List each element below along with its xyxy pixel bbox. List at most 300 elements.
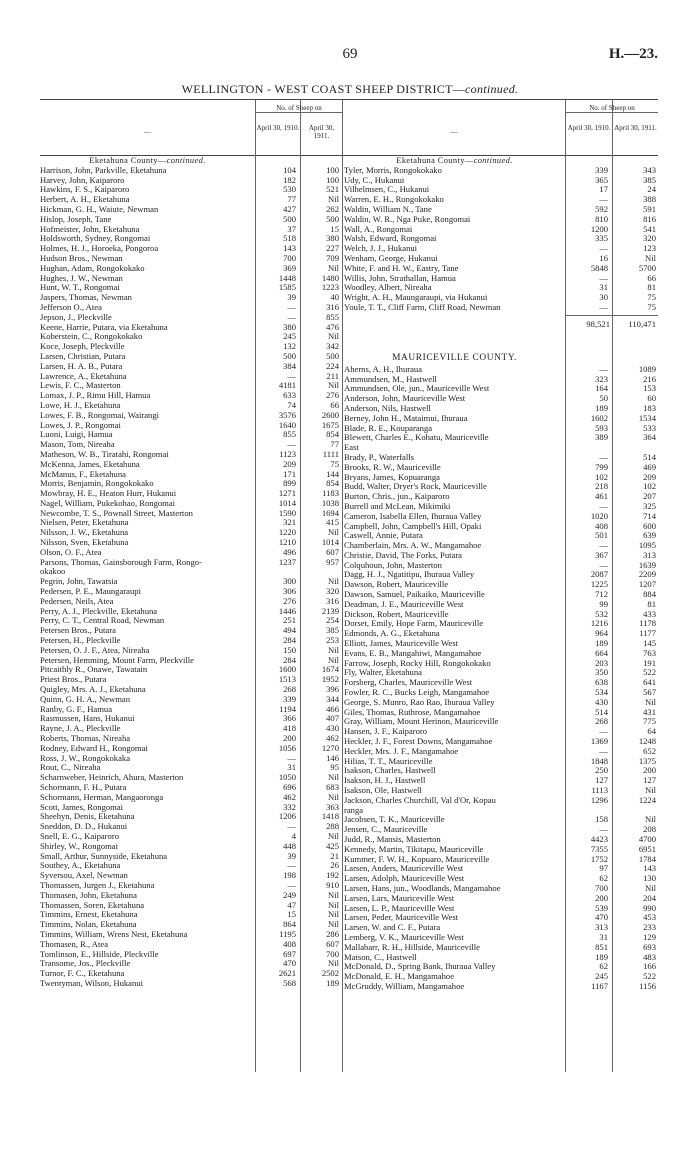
holder-name: Ammundsen, M., Hastwell (344, 374, 437, 384)
holder-name: Larsen, Peder, Mauriceville West (344, 913, 459, 923)
sheep-count-1911: 453 (643, 912, 656, 923)
table-row (344, 747, 658, 757)
table-row (344, 453, 658, 463)
holder-name: Berney, John H., Mataimui, Ihuraua (344, 413, 468, 423)
sheep-count-1910: 1216 (590, 618, 608, 629)
sheep-count-1910: 39 (287, 292, 296, 303)
sheep-count-1911: 855 (326, 311, 339, 322)
holder-name: Larsen, Adolph, Mauriceville West (344, 874, 465, 884)
table-row (344, 234, 658, 244)
sheep-count-1911: 910 (326, 879, 339, 890)
sheep-count-1911: 483 (643, 951, 656, 962)
sheep-count-1910: 250 (595, 765, 608, 776)
sheep-count-1911: 313 (643, 549, 656, 560)
table-row (344, 502, 658, 512)
sheep-count-1911: 64 (647, 726, 656, 737)
sheep-count-1911: 567 (643, 687, 656, 698)
sheep-count-1911: Nil (645, 882, 656, 893)
sheep-count-1911: 854 (326, 478, 339, 489)
holder-name: Matson, C., Hastwell (344, 952, 417, 962)
table-row (344, 766, 658, 776)
sheep-count-1910: — (599, 194, 608, 205)
sheep-count-1910: 366 (283, 713, 296, 724)
sheep-count-1911: 541 (643, 223, 656, 234)
sheep-count-1910: 855 (283, 429, 296, 440)
sheep-count-1911: Nil (328, 958, 339, 969)
holder-name: Evans, E. B., Mangahiwi, Mangamahoe (344, 648, 482, 658)
sheep-count-1910: 245 (595, 971, 608, 982)
sheep-count-1910: 1602 (590, 412, 608, 423)
sheep-count-1910: 7355 (590, 843, 608, 854)
table-row (40, 910, 342, 920)
holder-name: Nielsen, Peter, Eketahuna (40, 518, 129, 528)
table-row (344, 274, 658, 284)
table-row (40, 920, 342, 930)
holder-name: Herbert, A. H., Eketahuna (40, 195, 130, 205)
table-row (344, 404, 658, 414)
table-row (40, 891, 342, 901)
holder-name: Snell, E. G., Kaiparoro (40, 831, 119, 841)
holder-name: Fowler, R. C., Bucks Leigh, Mangamahoe (344, 688, 490, 698)
sheep-count-1910: 335 (595, 233, 608, 244)
sheep-count-1911: 75 (647, 292, 656, 303)
holder-name: Anderson, Nils, Hastwell (344, 403, 431, 413)
sheep-count-1911: 591 (643, 203, 656, 214)
holder-name: Lowes, J. P., Rongomai (40, 420, 121, 430)
table-row (344, 254, 658, 264)
table-row (344, 884, 658, 894)
sheep-count-1911: Nil (328, 194, 339, 205)
holder-name: Deadman, J. E., Mauriceville West (344, 599, 464, 609)
holder-name: Petersen, H., Pleckville (40, 636, 121, 646)
table-row (40, 803, 342, 813)
sheep-count-1910: 1113 (591, 785, 608, 796)
holder-name: Nagel, William, Pukekohao, Rongomai (40, 498, 176, 508)
holder-name: Syversou, Axel, Newman (40, 871, 128, 881)
sheep-count-1910: 1014 (278, 497, 296, 508)
holder-name: Rasmussen, Hans, Hukanui (40, 714, 135, 724)
holder-name: McKenna, James, Eketahuna (40, 459, 140, 469)
holder-name: Isakson, H. J., Hastwell (344, 776, 426, 786)
sheep-count-1911: 522 (643, 667, 656, 678)
table-row (40, 616, 342, 626)
table-row (40, 342, 342, 352)
sheep-count-1910: 313 (595, 922, 608, 933)
sheep-count-1910: 321 (283, 517, 296, 528)
table-row (40, 264, 342, 274)
holder-name: McDonald, E. H., Mangamahoe (344, 972, 455, 982)
sheep-count-1910: 964 (595, 628, 608, 639)
sheep-count-1911: 143 (643, 863, 656, 874)
sheep-count-1911: 4700 (638, 834, 656, 844)
holder-name: Rodney, Edward H., Rongomai (40, 743, 148, 753)
table-row (40, 567, 342, 577)
sheep-count-1911: 320 (643, 233, 656, 244)
sheep-count-1910: 323 (595, 373, 608, 384)
sheep-count-1910: 851 (595, 941, 608, 952)
sheep-count-1910: 37 (287, 223, 296, 234)
sheep-count-1910: 200 (283, 733, 296, 744)
holder-name: East (344, 443, 359, 453)
holder-name: Keene, Harrie, Putara, via Eketahuna (40, 322, 168, 332)
holder-name: Tomlinson, E., Hillside, Pleckville (40, 949, 159, 959)
table-row (344, 283, 658, 293)
sheep-count-1910: 4423 (590, 834, 608, 844)
table-row (344, 375, 658, 385)
table-row (40, 871, 342, 881)
holder-name: Transome, Jos., Pleckville (40, 959, 131, 969)
table-row (344, 590, 658, 600)
holder-name: Hunt, W. T., Rongomai (40, 283, 120, 293)
holder-name: Petersen Bros., Putara (40, 626, 116, 636)
table-row (40, 979, 342, 989)
sheep-count-1910: — (287, 439, 296, 450)
table-row (40, 195, 342, 205)
holder-name: McDonald, D., Spring Bank, Ihuraua Valley (344, 962, 496, 972)
holder-name: Kummer, F. W. H., Kopuaro, Mauriceville (344, 854, 490, 864)
holder-name: Ranby, G. F., Hamua (40, 704, 113, 714)
sheep-count-1911: 286 (326, 928, 339, 939)
sheep-count-1911: Nil (328, 909, 339, 920)
table-row (40, 548, 342, 558)
table-row (40, 401, 342, 411)
table-row (344, 953, 658, 963)
sheep-count-1911: Nil (328, 380, 339, 391)
table-row (40, 695, 342, 705)
table-row (40, 499, 342, 509)
title-suffix: continued. (465, 82, 519, 96)
sheep-count-1911: 364 (643, 432, 656, 443)
holder-name: Cameron, Isabella Ellen, Ihuraua Valley (344, 511, 482, 521)
table-row (40, 528, 342, 538)
holder-name: Blewett, Charles E., Kohatu, Mauriceville (344, 433, 489, 443)
holder-name: Rayne, J. A., Pleckville (40, 724, 121, 734)
sheep-count-1911: 130 (643, 873, 656, 884)
sheep-count-1911: 1177 (639, 628, 656, 639)
sheep-count-1910: 638 (595, 677, 608, 688)
sheep-count-1911: 1694 (321, 507, 339, 518)
sheep-count-1910: — (599, 272, 608, 283)
table-row (344, 365, 658, 375)
sheep-count-1911: 500 (326, 350, 339, 361)
sheep-count-1910: 31 (287, 762, 296, 773)
holder-name: Waldin, W. R., Nga Puke, Rongomai (344, 214, 471, 224)
sheep-count-1911: 1952 (321, 674, 339, 685)
sheep-count-1910: 418 (283, 723, 296, 734)
holder-name: Dorset, Emily, Hope Farm, Mauriceville (344, 619, 484, 629)
sheep-count-1910: 276 (283, 595, 296, 606)
title-main: WELLINGTON - WEST COAST SHEEP DISTRICT— (181, 82, 466, 96)
sheep-count-1910: 203 (595, 657, 608, 668)
sheep-count-1910: — (287, 821, 296, 832)
sheep-count-1911: 431 (643, 706, 656, 717)
table-row (344, 825, 658, 835)
sheep-count-1910: 470 (283, 958, 296, 969)
holder-name: Gray, William, Mount Herinon, Mauriceville (344, 717, 499, 727)
table-row (344, 244, 658, 254)
sheep-count-1910: 284 (283, 635, 296, 646)
table-row (344, 225, 658, 235)
table-row (40, 812, 342, 822)
sheep-count-1911: 233 (643, 922, 656, 933)
table-row (40, 538, 342, 548)
sheep-count-1910: 462 (283, 791, 296, 802)
holder-name: Dagg, H. J., Ngatitipu, Ihuraua Valley (344, 570, 475, 580)
table-row (40, 509, 342, 519)
sheep-count-1910: 864 (283, 919, 296, 930)
sheep-count-1910: 1210 (278, 537, 296, 548)
sheep-count-1911: 192 (326, 870, 339, 881)
sheep-count-1910: 500 (283, 350, 296, 361)
sheep-count-1911: 641 (643, 677, 656, 688)
sheep-count-1911: Nil (328, 654, 339, 665)
holder-name: Lomax, J. P., Rimu Hill, Hamua (40, 391, 151, 401)
sheep-count-1911: 75 (647, 301, 656, 312)
sheep-count-1910: 284 (283, 654, 296, 665)
right-rows (344, 156, 658, 992)
sheep-count-1911: 253 (326, 635, 339, 646)
page-number: 69 (342, 46, 358, 62)
holder-name: Isakson, Ole, Hastwell (344, 786, 422, 796)
table-row (40, 254, 342, 264)
holder-name: Fly, Walter, Eketahuna (344, 668, 422, 678)
left-table (40, 100, 342, 1100)
sheep-count-1910: 132 (283, 341, 296, 352)
sheep-count-1911: 75 (330, 458, 339, 469)
table-row (40, 323, 342, 333)
sheep-count-1910: 300 (283, 576, 296, 587)
table-row (40, 881, 342, 891)
sheep-count-1910: 427 (283, 203, 296, 214)
sheep-count-1910: 369 (283, 262, 296, 273)
section-heading: Eketahuna County—continued. (396, 156, 513, 165)
sheep-count-1911: 316 (326, 301, 339, 312)
sheep-count-1910: — (287, 879, 296, 890)
sheep-count-1911: 1183 (322, 488, 339, 499)
sheep-count-1910: 306 (283, 586, 296, 597)
sheep-count-1910: 1167 (591, 980, 608, 991)
sheep-count-1911: Nil (645, 814, 656, 825)
holder-name: Ammundsen, Ole, jun., Mauriceville West (344, 384, 490, 394)
sheep-count-1910: 664 (595, 647, 608, 658)
table-row (344, 845, 658, 855)
table-row (344, 933, 658, 943)
sheep-count-1911: Nil (328, 889, 339, 900)
sheep-count-1911: 1089 (638, 363, 656, 374)
table-row (344, 570, 658, 580)
holder-name: Jackson, Charles Churchill, Val d'Or, Kopau (344, 795, 496, 805)
table-row (344, 433, 658, 443)
table-row (40, 274, 342, 284)
table-row (40, 636, 342, 646)
table-row (344, 384, 658, 394)
holder-name: Jepson, J., Pleckville (40, 312, 112, 322)
holder-name: Warren, E. H., Rongokokako (344, 195, 444, 205)
holder-name: Udy, C., Hukanui (344, 175, 405, 185)
table-row (40, 577, 342, 587)
table-row (40, 440, 342, 450)
sheep-count-1910: 1195 (279, 928, 296, 939)
sheep-count-1910: 430 (595, 696, 608, 707)
sheep-count-1911: 433 (643, 608, 656, 619)
table-row (40, 176, 342, 186)
sheep-count-1910: 74 (287, 399, 296, 410)
sheep-count-1910: 62 (599, 873, 608, 884)
table-row (40, 685, 342, 695)
sheep-count-1910: — (287, 370, 296, 381)
holder-name: Chamberlain, Mrs. A. W., Mangamahoe (344, 541, 482, 551)
sheep-count-1910: 16 (599, 252, 608, 263)
sheep-count-1911: 6951 (638, 843, 656, 854)
sheep-count-1910: 496 (283, 546, 296, 557)
sheep-count-1911: 207 (643, 491, 656, 502)
sheep-count-1910: — (287, 301, 296, 312)
table-row (40, 166, 342, 176)
table-row (40, 313, 342, 323)
sheep-count-1910: 408 (595, 520, 608, 531)
holder-name: Larsen, H. A. B., Putara (40, 361, 123, 371)
sheep-count-1911: 208 (643, 824, 656, 835)
table-row (40, 185, 342, 195)
table-row (344, 463, 658, 473)
table-row (40, 714, 342, 724)
sheep-count-1910: 1200 (590, 223, 608, 234)
holder-name: Hughan, Adam, Rongokokako (40, 263, 145, 273)
holder-name: Burton, Chris., jun., Kaiparoro (344, 492, 450, 502)
table-row (40, 489, 342, 499)
table-row (344, 962, 658, 972)
sheep-count-1911: 425 (326, 840, 339, 851)
sheep-group-header: No. of Sheep on (566, 104, 658, 113)
sheep-count-1911: 102 (643, 481, 656, 492)
holder-name: Rout, C., Nireaha (40, 763, 101, 773)
sheep-count-1911: 1178 (639, 618, 656, 629)
holder-name: Matheson, W. B., Tiratahi, Rongomai (40, 449, 169, 459)
sheep-count-1910: 530 (283, 184, 296, 195)
table-row (344, 195, 658, 205)
table-row (40, 861, 342, 871)
sheep-count-1911: 166 (643, 961, 656, 972)
sheep-count-1910: — (599, 745, 608, 756)
sheep-count-1911: 854 (326, 429, 339, 440)
sheep-count-1910: 209 (283, 458, 296, 469)
sheep-count-1910: 1206 (278, 811, 296, 822)
table-row (344, 904, 658, 914)
holder-name: Tyler, Morris, Rongokokako (344, 165, 442, 175)
table-row (40, 558, 342, 568)
holder-name: Larsen, W. and C. F., Putara (344, 923, 441, 933)
holder-name: Woodley, Albert, Nireaha (344, 283, 432, 293)
holder-name: Blade, R. E., Kouparanga (344, 423, 433, 433)
table-title (0, 82, 700, 97)
table-row (40, 225, 342, 235)
holder-name: Nilsson, Sven, Eketahuna (40, 538, 129, 548)
sheep-count-1910: 593 (595, 422, 608, 433)
sheep-count-1910: — (599, 726, 608, 737)
holder-name: Welch, J. J., Hukanui (344, 244, 418, 254)
holder-name: Holdsworth, Sydney, Rongomai (40, 234, 151, 244)
holder-name: Hofmeister, John, Eketahuna (40, 224, 140, 234)
holder-name: Heckler, J. F., Forest Downs, Mangamahoe (344, 737, 493, 747)
sheep-count-1910: 3576 (278, 409, 296, 420)
sheep-count-1911: 521 (326, 184, 339, 195)
sheep-count-1911: 693 (643, 941, 656, 952)
sheep-count-1910: 494 (283, 625, 296, 636)
table-row (344, 610, 658, 620)
sheep-count-1910: — (599, 451, 608, 462)
sheep-count-1910: 500 (283, 213, 296, 224)
holder-name: Wright, A. H., Maungaraupi, via Hukanui (344, 293, 488, 303)
sheep-count-1911: 385 (643, 174, 656, 185)
holder-name: Perry, C. T., Central Road, Newman (40, 616, 165, 626)
sheep-count-1911: 189 (326, 977, 339, 988)
table-row (40, 959, 342, 969)
sheep-count-1911: 2139 (321, 605, 339, 616)
sheep-count-1911: 144 (326, 468, 339, 479)
holder-name: Schormann, Herman, Mangaoronga (40, 792, 164, 802)
page-header (0, 46, 700, 66)
table-row (344, 913, 658, 923)
holder-name: Harrison, John, Parkville, Eketahuna (40, 165, 167, 175)
table-row (40, 940, 342, 950)
sheep-count-1910: 1369 (590, 736, 608, 747)
sheep-count-1911: 533 (643, 422, 656, 433)
holder-name: Caswell, Annie, Putara (344, 531, 423, 541)
sheep-count-1911: 652 (643, 745, 656, 756)
table-row (40, 381, 342, 391)
sheep-count-1910: 810 (595, 213, 608, 224)
sheep-count-1911: Nil (328, 331, 339, 342)
sheep-count-1910: 461 (595, 491, 608, 502)
total-row (344, 313, 658, 335)
holder-name: Hislop, Joseph, Tane (40, 214, 112, 224)
table-row (40, 332, 342, 342)
sheep-count-1910: 514 (595, 706, 608, 717)
table-row (344, 561, 658, 571)
sheep-count-1911: 683 (326, 782, 339, 792)
table-row (40, 450, 342, 460)
table-row (40, 783, 342, 793)
table-row (40, 656, 342, 666)
sheep-count-1911: 1674 (321, 664, 339, 675)
sheep-count-1911: 639 (643, 530, 656, 541)
sheep-count-1911: 224 (326, 360, 339, 371)
sheep-count-1910: 2087 (590, 569, 608, 580)
sheep-count-1910: 1225 (590, 579, 608, 590)
sheep-count-1910: 384 (283, 360, 296, 371)
sheep-count-1911: 276 (326, 390, 339, 401)
table-row (344, 717, 658, 727)
sheep-count-1911: 216 (643, 373, 656, 384)
sheep-count-1911: 209 (643, 471, 656, 482)
sheep-count-1911: 288 (326, 821, 339, 832)
sheep-count-1910: 30 (599, 292, 608, 303)
holder-name: Schormann, F. H., Putara (40, 783, 127, 792)
sheep-count-1910: 127 (595, 775, 608, 786)
sheep-count-1910: 899 (283, 478, 296, 489)
sheep-count-1911: Nil (328, 527, 339, 538)
table-row (40, 283, 342, 293)
sheep-count-1910: 1220 (278, 527, 296, 538)
table-row (40, 842, 342, 852)
table-row (344, 796, 658, 806)
sheep-count-1911: 1248 (638, 736, 656, 747)
sheep-count-1910: 380 (283, 321, 296, 332)
left-rows (40, 156, 342, 989)
sheep-count-1911: 1480 (321, 272, 339, 283)
sheep-count-1910: 218 (595, 481, 608, 492)
holder-name: Thomasen, John, Eketahuna (40, 890, 137, 900)
